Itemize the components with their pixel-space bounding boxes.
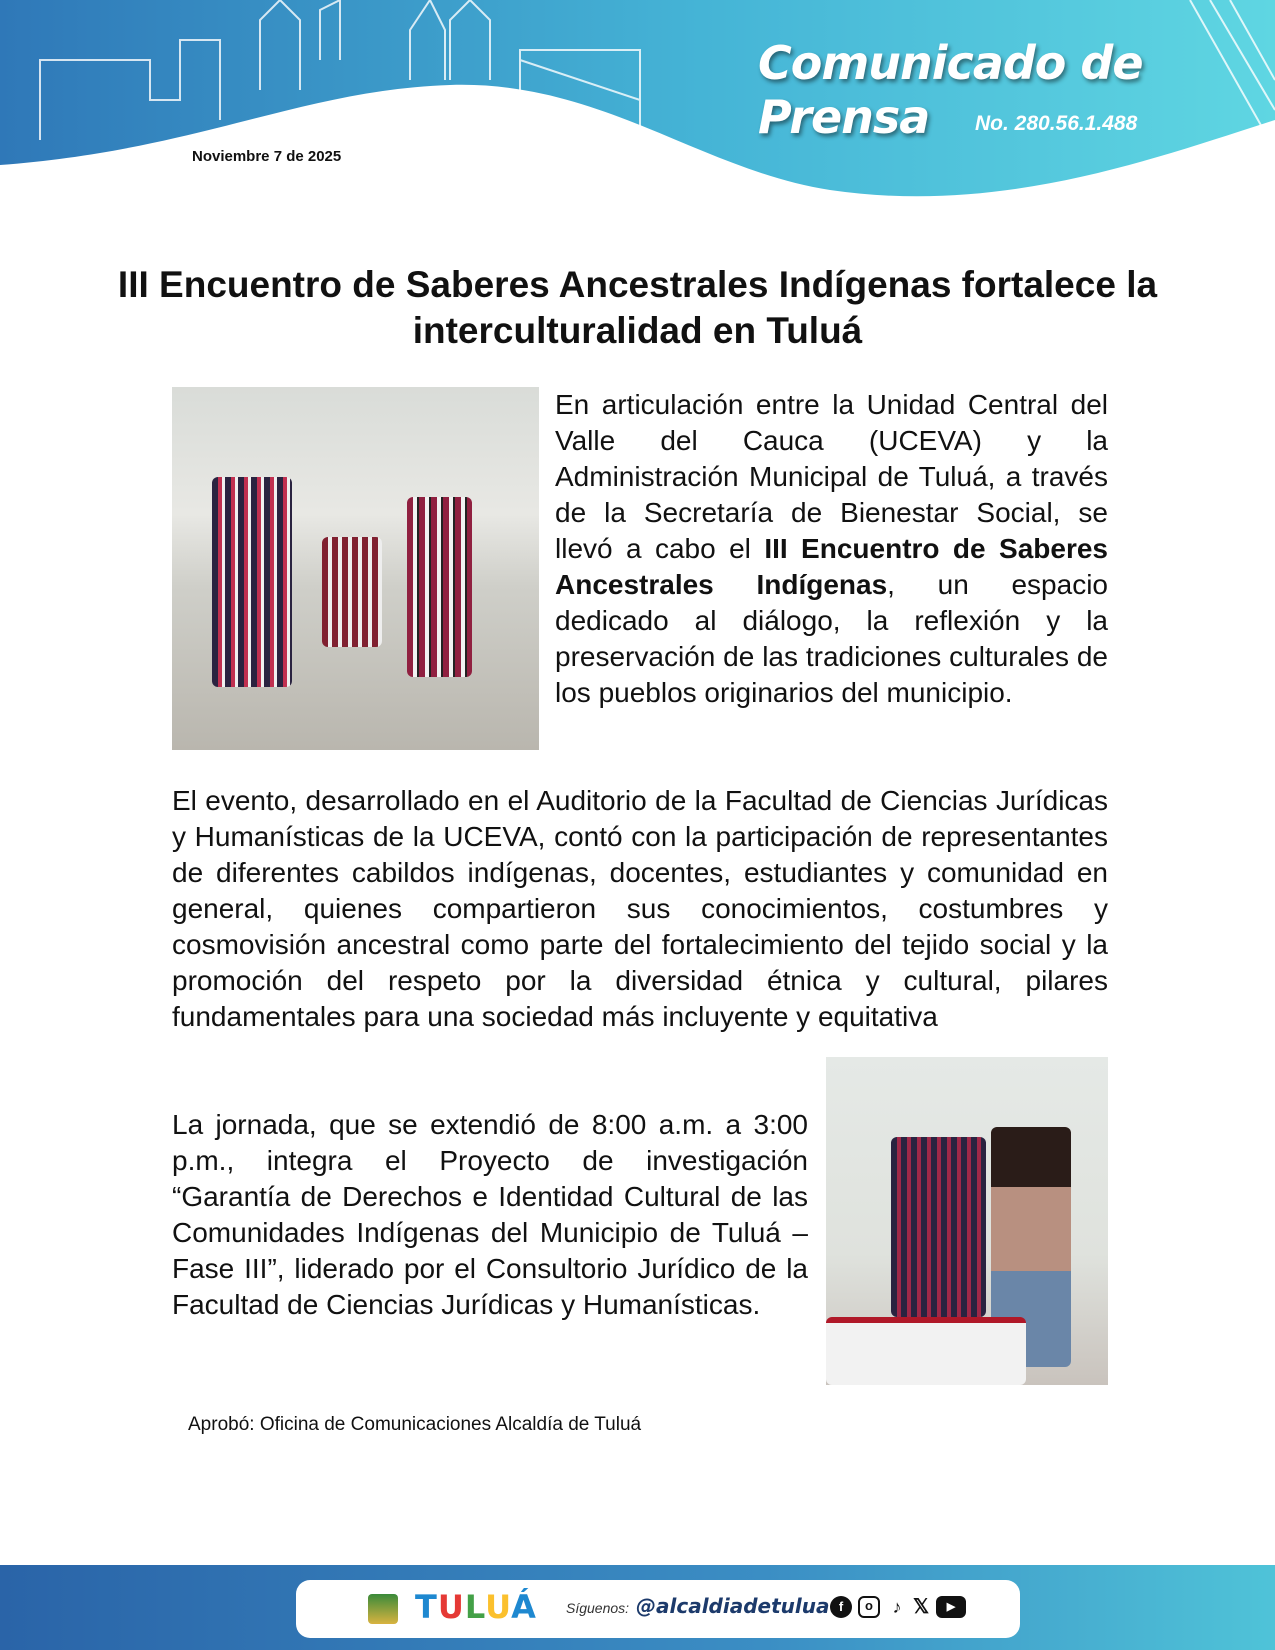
municipal-crest-icon (368, 1594, 398, 1624)
article-title: III Encuentro de Saberes Ancestrales Indígenas fortalece la interculturalidad en Tuluá (117, 264, 1158, 351)
follow-label: Síguenos: (566, 1600, 630, 1616)
paragraph-intro: En articulación entre la Unidad Central del Valle del Cauca (UCEVA) y la Administración Municipal de Tuluá, a través de la Secretaría de Bienestar Social, se llevó a cabo el III Encuentro de Saberes Ancestrales Indígenas, un espacio dedicado al diálogo, la reflexión y la preservación de las tradiciones culturales de los pueblos originarios del municipio. (555, 389, 1108, 708)
paragraph-event: El evento, desarrollado en el Auditorio de la Facultad de Ciencias Jurídicas y Humanísticas de la UCEVA, contó con la participación de representantes de diferentes cabildos indígenas, docentes, estudiantes y comunidad en general, quienes compartieron sus conocimientos, costumbres y cosmovisión ancestral como parte del fortalecimiento del tejido social y la promoción del respeto por la diversidad étnica y cultural, pilares fundamentales para una sociedad más incluyente y equitativa (172, 785, 1108, 1032)
photo-student-conversation (826, 1057, 1108, 1385)
tulua-logo: TULUÁ (415, 1588, 537, 1626)
paragraph-schedule: La jornada, que se extendió de 8:00 a.m. a 3:00 p.m., integra el Proyecto de investigación “Garantía de Derechos e Identidad Cultural de las Comunidades Indígenas del Municipio de Tuluá – Fase III”, liderado por el Consultorio Jurídico de la Facultad de Ciencias Jurídicas y Humanísticas. (172, 1109, 808, 1320)
social-handle[interactable]: @alcaldiadetulua (636, 1594, 830, 1618)
header-banner (0, 0, 1275, 210)
tiktok-icon[interactable]: ♪ (886, 1596, 908, 1618)
x-icon[interactable]: 𝕏 (910, 1596, 932, 1618)
release-date: Noviembre 7 de 2025 (192, 148, 342, 165)
photo-indigenous-dancers (172, 387, 539, 750)
press-release-title: Comunicado de Prensa (758, 36, 1143, 144)
release-number: No. 280.56.1.488 (975, 112, 1138, 135)
facebook-icon[interactable]: f (830, 1596, 852, 1618)
approval-note: Aprobó: Oficina de Comunicaciones Alcaldía de Tuluá (188, 1414, 642, 1435)
youtube-icon[interactable]: ▶ (936, 1596, 966, 1618)
